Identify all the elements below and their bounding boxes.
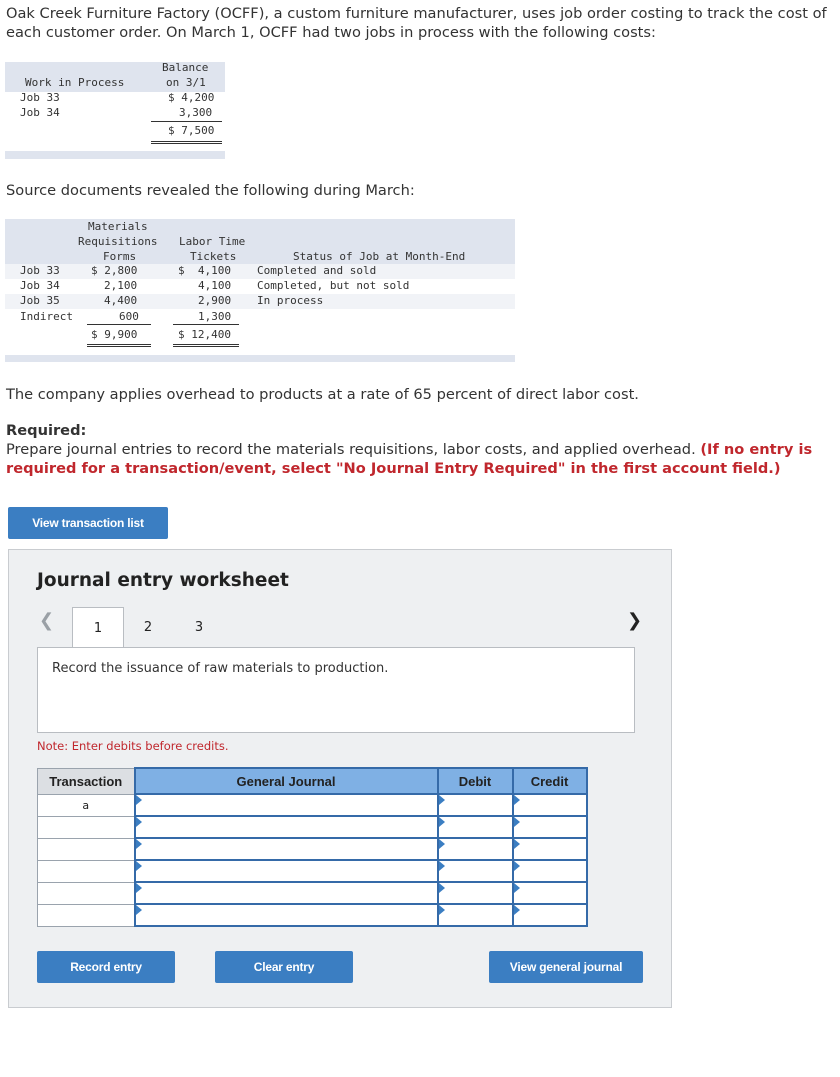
transaction-cell bbox=[38, 838, 135, 860]
debit-input[interactable] bbox=[438, 838, 513, 860]
col-credit: Credit bbox=[513, 768, 587, 794]
materials-total-rule bbox=[87, 344, 151, 345]
dropdown-icon bbox=[439, 795, 445, 805]
dropdown-icon bbox=[514, 905, 520, 915]
required-text bbox=[6, 440, 836, 478]
source-table bbox=[5, 219, 515, 363]
wip-total: $ 7,500 bbox=[168, 124, 215, 137]
prev-arrow-icon[interactable]: ❮ bbox=[39, 610, 55, 631]
dropdown-icon bbox=[136, 817, 142, 827]
source-footer-band bbox=[5, 355, 515, 362]
tab-2[interactable]: 2 bbox=[143, 619, 153, 635]
dropdown-icon bbox=[514, 795, 520, 805]
debit-input[interactable] bbox=[438, 794, 513, 816]
debit-input[interactable] bbox=[438, 904, 513, 926]
source-total-labor: $ 12,400 bbox=[178, 328, 231, 341]
view-general-journal-button[interactable]: View general journal bbox=[489, 951, 643, 983]
debit-input[interactable] bbox=[438, 816, 513, 838]
source-row-labor: $ 4,100 bbox=[178, 264, 231, 277]
wip-total-rule bbox=[151, 143, 222, 144]
col-debit: Debit bbox=[438, 768, 513, 794]
required-label: Required: bbox=[6, 422, 87, 439]
credit-input[interactable] bbox=[513, 816, 587, 838]
source-row-materials: 600 bbox=[119, 310, 139, 323]
account-select[interactable] bbox=[135, 882, 438, 904]
journal-entry-table bbox=[37, 767, 588, 927]
wip-subtotal-rule bbox=[151, 121, 222, 122]
intro-text: Oak Creek Furniture Factory (OCFF), a custom furniture manufacturer, uses job order costing to track the cost of each customer order. On March 1, OCFF had two jobs in process with the following costs: bbox=[6, 5, 827, 41]
wip-total-rule bbox=[151, 141, 222, 142]
labor-total-rule bbox=[173, 346, 239, 347]
source-row-materials: $ 2,800 bbox=[91, 264, 138, 277]
account-select[interactable] bbox=[135, 794, 438, 816]
wip-col2-header-line1: Balance bbox=[162, 61, 209, 74]
dropdown-icon bbox=[136, 839, 142, 849]
credit-input[interactable] bbox=[513, 882, 587, 904]
materials-subtotal-rule bbox=[87, 324, 151, 325]
table-row bbox=[38, 904, 587, 926]
dropdown-icon bbox=[439, 883, 445, 893]
labor-subtotal-rule bbox=[173, 324, 239, 325]
source-row-label: Job 33 bbox=[20, 264, 60, 277]
dropdown-icon bbox=[514, 883, 520, 893]
col-general-journal: General Journal bbox=[135, 768, 438, 794]
source-row-status: Completed, but not sold bbox=[257, 279, 410, 292]
source-row-labor: 4,100 bbox=[198, 279, 232, 292]
next-arrow-icon[interactable]: ❯ bbox=[627, 610, 643, 631]
debit-input[interactable] bbox=[438, 882, 513, 904]
transaction-cell: a bbox=[38, 794, 135, 816]
credit-input[interactable] bbox=[513, 838, 587, 860]
source-hdr-status: Status of Job at Month-End bbox=[293, 250, 466, 263]
dropdown-icon bbox=[136, 905, 142, 915]
view-transaction-list-button[interactable]: View transaction list bbox=[8, 507, 168, 539]
wip-row-value: 3,300 bbox=[179, 106, 213, 119]
credit-input[interactable] bbox=[513, 860, 587, 882]
source-hdr-materials: Forms bbox=[103, 250, 137, 263]
source-row-materials: 2,100 bbox=[104, 279, 138, 292]
credit-input[interactable] bbox=[513, 904, 587, 926]
dropdown-icon bbox=[514, 861, 520, 871]
journal-entry-worksheet bbox=[8, 549, 672, 1008]
transaction-cell bbox=[38, 816, 135, 838]
worksheet-title: Journal entry worksheet bbox=[37, 570, 289, 591]
wip-row-value: $ 4,200 bbox=[168, 91, 215, 104]
table-row bbox=[38, 860, 587, 882]
labor-total-rule bbox=[173, 344, 239, 345]
transaction-cell bbox=[38, 904, 135, 926]
source-row-labor: 1,300 bbox=[198, 310, 232, 323]
instruction-box bbox=[37, 647, 635, 733]
dropdown-icon bbox=[136, 861, 142, 871]
wip-col2-header-line2: on 3/1 bbox=[166, 76, 206, 89]
dropdown-icon bbox=[136, 883, 142, 893]
debits-credits-note: Note: Enter debits before credits. bbox=[37, 739, 229, 753]
account-select[interactable] bbox=[135, 904, 438, 926]
dropdown-icon bbox=[439, 839, 445, 849]
source-hdr-materials: Materials bbox=[88, 220, 148, 233]
source-total-materials: $ 9,900 bbox=[91, 328, 138, 341]
dropdown-icon bbox=[439, 861, 445, 871]
wip-row-label: Job 33 bbox=[20, 91, 60, 104]
source-row-status: In process bbox=[257, 294, 324, 307]
dropdown-icon bbox=[514, 817, 520, 827]
table-row bbox=[38, 882, 587, 904]
source-hdr-labor: Labor Time bbox=[179, 235, 246, 248]
wip-col1-header: Work in Process bbox=[25, 76, 125, 89]
credit-input[interactable] bbox=[513, 794, 587, 816]
materials-total-rule bbox=[87, 346, 151, 347]
wip-footer-band bbox=[5, 151, 225, 159]
source-intro: Source documents revealed the following during March: bbox=[6, 182, 415, 199]
dropdown-icon bbox=[514, 839, 520, 849]
required-instruction: Prepare journal entries to record the materials requisitions, labor costs, and applied overhead. bbox=[6, 441, 696, 458]
source-row-label: Job 35 bbox=[20, 294, 60, 307]
source-row-status: Completed and sold bbox=[257, 264, 377, 277]
source-row-materials: 4,400 bbox=[104, 294, 138, 307]
dropdown-icon bbox=[439, 905, 445, 915]
table-row bbox=[38, 838, 587, 860]
instruction-text: Record the issuance of raw materials to production. bbox=[52, 661, 389, 676]
account-select[interactable] bbox=[135, 816, 438, 838]
table-header-row bbox=[38, 768, 587, 794]
source-row-labor: 2,900 bbox=[198, 294, 232, 307]
dropdown-icon bbox=[136, 795, 142, 805]
source-hdr-materials: Requisitions bbox=[78, 235, 158, 248]
wip-table bbox=[5, 58, 225, 159]
tab-1[interactable]: 1 bbox=[72, 607, 124, 648]
col-transaction: Transaction bbox=[38, 768, 135, 794]
source-row-label: Job 34 bbox=[20, 279, 60, 292]
required-note: (If no entry is required for a transaction/event, select "No Journal Entry Required" in the first account field.) bbox=[6, 441, 813, 477]
record-entry-button[interactable]: Record entry bbox=[37, 951, 175, 983]
table-row bbox=[38, 816, 587, 838]
tab-3[interactable]: 3 bbox=[194, 619, 204, 635]
transaction-cell bbox=[38, 882, 135, 904]
account-select[interactable] bbox=[135, 860, 438, 882]
dropdown-icon bbox=[439, 817, 445, 827]
source-row-label: Indirect bbox=[20, 310, 73, 323]
table-row bbox=[38, 794, 587, 816]
clear-entry-button[interactable]: Clear entry bbox=[215, 951, 353, 983]
source-hdr-labor: Tickets bbox=[190, 250, 237, 263]
overhead-text: The company applies overhead to products at a rate of 65 percent of direct labor cost. bbox=[6, 386, 639, 403]
wip-row-label: Job 34 bbox=[20, 106, 60, 119]
debit-input[interactable] bbox=[438, 860, 513, 882]
transaction-cell bbox=[38, 860, 135, 882]
account-select[interactable] bbox=[135, 838, 438, 860]
